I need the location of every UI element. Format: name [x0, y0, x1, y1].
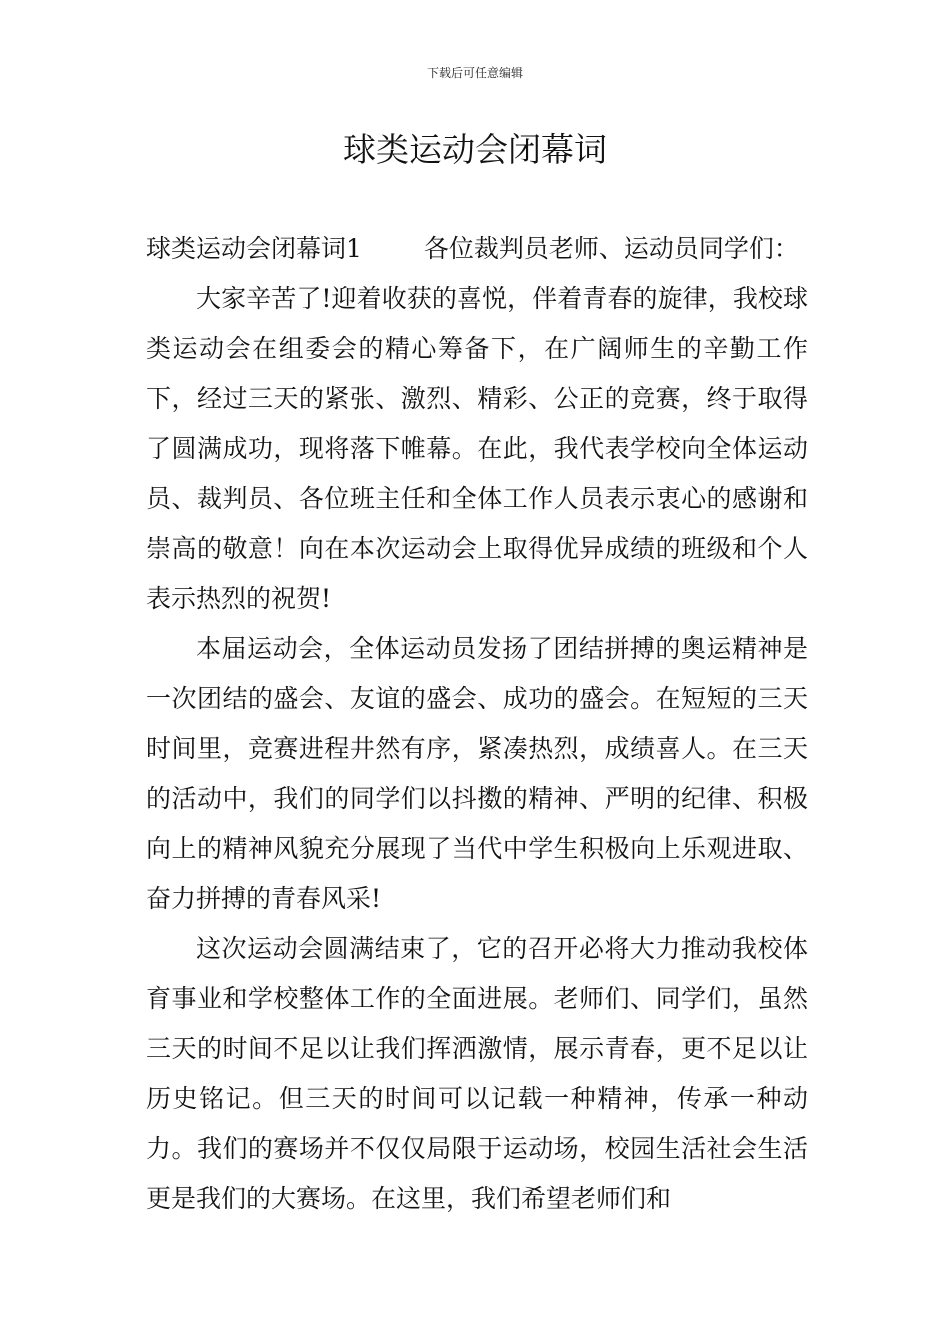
opening-line: [146, 224, 808, 274]
paragraph-1: 大家辛苦了!迎着收获的喜悦，伴着青春的旋律，我校球类运动会在组委会的精心筹备下，在广阔师生的辛勤工作下，经过三天的紧张、激烈、精彩、公正的竞赛，终于取得了圆满成功，现将落下帷幕。在此，我代表学校向全体运动员、裁判员、各位班主任和全体工作人员表示衷心的感谢和崇高的敬意！向在本次运动会上取得优异成绩的班级和个人表示热烈的祝贺!: [146, 284, 808, 613]
header-note: 下载后可任意编辑: [426, 66, 523, 80]
salutation: 各位裁判员老师、运动员同学们：: [423, 234, 799, 263]
heading-label: 球类运动会闭幕词1: [146, 234, 362, 263]
document-body: [146, 224, 808, 1224]
document-title: 球类运动会闭幕词: [343, 130, 607, 169]
paragraph-3: 这次运动会圆满结束了，它的召开必将大力推动我校体育事业和学校整体工作的全面进展。老师们、同学们，虽然三天的时间不足以让我们挥洒激情，展示青春，更不足以让历史铭记。但三天的时间可以记载一种精神，传承一种动力。我们的赛场并不仅仅局限于运动场，校园生活社会生活更是我们的大赛场。在这里，我们希望老师们和: [146, 934, 808, 1213]
paragraph-2: 本届运动会，全体运动员发扬了团结拼搏的奥运精神是一次团结的盛会、友谊的盛会、成功的盛会。在短短的三天时间里，竞赛进程井然有序，紧凑热烈，成绩喜人。在三天的活动中，我们的同学们以抖擞的精神、严明的纪律、积极向上的精神风貌充分展现了当代中学生积极向上乐观进取、奋力拼搏的青春风采!: [146, 634, 808, 913]
